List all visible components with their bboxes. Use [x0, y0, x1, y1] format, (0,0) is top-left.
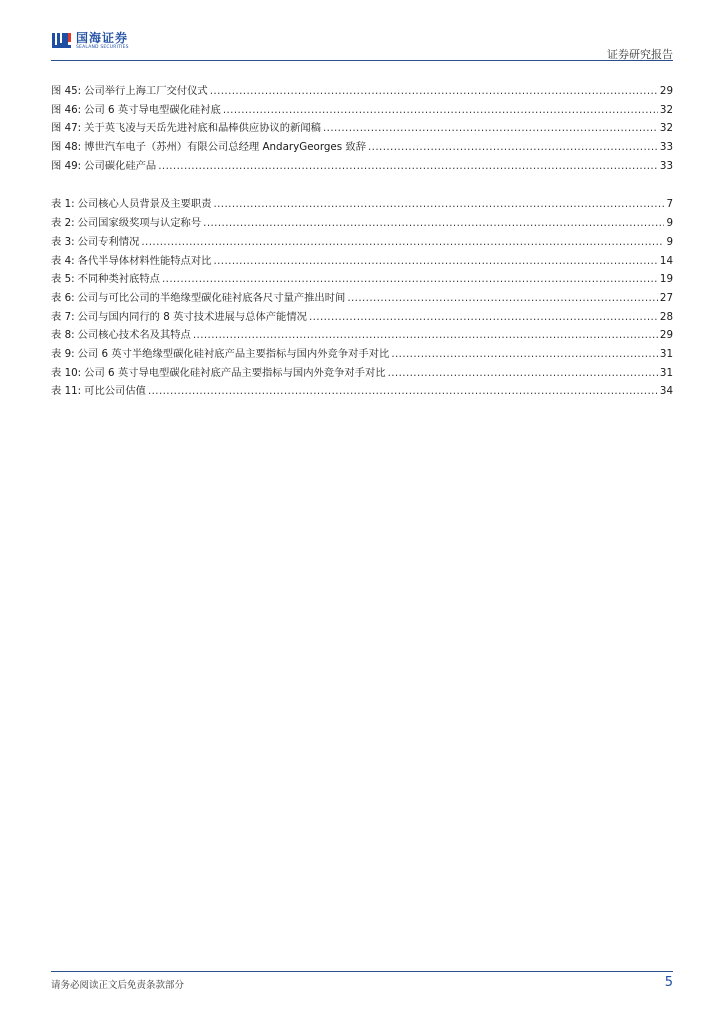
entry-page-number: 31: [659, 366, 673, 379]
figure-list: [51, 84, 673, 177]
figure-entry[interactable]: [51, 103, 673, 122]
entry-page-number: 34: [659, 385, 673, 398]
figure-entry[interactable]: [51, 140, 673, 159]
entry-label: 图 45:: [51, 85, 82, 97]
dot-leader: [193, 328, 658, 343]
entry-title: 公司专利情况: [77, 235, 140, 248]
entry-page-number: 29: [659, 329, 673, 342]
entry-label: 表 4:: [51, 254, 75, 267]
entry-title: 可比公司估值: [84, 385, 146, 398]
entry-page-number: 9: [666, 217, 673, 230]
entry-page-number: 33: [659, 159, 673, 172]
entry-page-number: 19: [659, 273, 673, 286]
entry-label: 表 5:: [51, 273, 75, 286]
dot-leader: [203, 216, 664, 231]
entry-label: 图 49:: [51, 159, 82, 172]
figure-entry[interactable]: [51, 121, 673, 140]
entry-page-number: 28: [659, 310, 673, 323]
entry-title: 公司核心技术名及其特点: [77, 329, 191, 342]
table-entry[interactable]: [51, 254, 673, 273]
dot-leader: [223, 103, 658, 118]
dot-leader: [323, 121, 658, 136]
entry-page-number: 7: [666, 198, 673, 211]
entry-title: 公司与国内同行的 8 英寸技术进展与总体产能情况: [77, 310, 307, 323]
entry-page-number: 32: [659, 103, 673, 116]
page-header: [51, 30, 673, 61]
entry-label: 表 1:: [51, 198, 75, 211]
entry-title: 公司 6 英寸导电型碳化硅衬底产品主要指标与国内外竞争对手对比: [84, 366, 386, 379]
dot-leader: [368, 140, 658, 155]
section-gap: [51, 177, 673, 197]
dot-leader: [309, 310, 658, 325]
entry-page-number: 27: [659, 291, 673, 304]
dot-leader: [347, 291, 658, 306]
page-number: 5: [664, 975, 673, 990]
table-entry[interactable]: [51, 347, 673, 366]
entry-page-number: 14: [659, 254, 673, 267]
table-list: [51, 197, 673, 403]
entry-label: 图 48:: [51, 141, 82, 154]
entry-label: 表 6:: [51, 291, 75, 304]
entry-title: 公司核心人员背景及主要职责: [77, 198, 212, 211]
logo-english-name: SEALAND SECURITIES: [76, 44, 129, 50]
dot-leader: [210, 84, 658, 99]
table-entry[interactable]: [51, 328, 673, 347]
table-entry[interactable]: [51, 272, 673, 291]
dot-leader: [162, 272, 658, 287]
entry-title: 公司碳化硅产品: [84, 159, 157, 172]
dot-leader: [141, 235, 664, 250]
dot-leader: [148, 384, 658, 399]
entry-label: 表 7:: [51, 310, 75, 323]
dot-leader: [213, 197, 664, 212]
entry-page-number: 33: [659, 141, 673, 154]
dot-leader: [213, 254, 657, 269]
table-entry[interactable]: [51, 310, 673, 329]
dot-leader: [158, 159, 658, 174]
entry-page-number: 9: [666, 235, 673, 248]
entry-title: 公司与可比公司的半绝缘型碳化硅衬底各尺寸量产推出时间: [77, 291, 346, 304]
company-logo: [51, 30, 129, 52]
entry-title: 公司 6 英寸半绝缘型碳化硅衬底产品主要指标与国内外竞争对手对比: [77, 347, 390, 360]
disclaimer-note: 请务必阅读正文后免责条款部分: [51, 980, 185, 991]
page-footer: [51, 971, 673, 991]
entry-label: 表 2:: [51, 217, 75, 230]
entry-title: 不同种类衬底特点: [77, 273, 160, 286]
table-entry[interactable]: [51, 384, 673, 403]
logo-chinese-name: 国海证券: [76, 30, 129, 45]
entry-page-number: 32: [659, 122, 673, 135]
entry-title: 各代半导体材料性能特点对比: [77, 254, 212, 267]
entry-title: 博世汽车电子（苏州）有限公司总经理 AndaryGeorges 致辞: [84, 141, 366, 154]
figure-entry[interactable]: [51, 159, 673, 178]
entry-label: 表 3:: [51, 235, 75, 248]
table-entry[interactable]: [51, 366, 673, 385]
table-entry[interactable]: [51, 216, 673, 235]
table-entry[interactable]: [51, 197, 673, 216]
dot-leader: [391, 347, 658, 362]
table-entry[interactable]: [51, 235, 673, 254]
entry-label: 表 10:: [51, 366, 82, 379]
dot-leader: [388, 366, 658, 381]
entry-label: 表 8:: [51, 329, 75, 342]
entry-title: 关于英飞凌与天岳先进衬底和晶棒供应协议的新闻稿: [84, 122, 321, 135]
table-of-contents: [51, 84, 673, 403]
table-entry[interactable]: [51, 291, 673, 310]
entry-label: 表 9:: [51, 347, 75, 360]
entry-title: 公司国家级奖项与认定称号: [77, 217, 202, 230]
entry-title: 公司举行上海工厂交付仪式: [84, 85, 208, 97]
sealand-logo-icon: [51, 31, 73, 51]
entry-label: 表 11:: [51, 385, 82, 398]
figure-entry[interactable]: [51, 84, 673, 103]
entry-title: 公司 6 英寸导电型碳化硅衬底: [84, 103, 221, 116]
entry-label: 图 47:: [51, 122, 82, 135]
entry-page-number: 31: [659, 347, 673, 360]
entry-label: 图 46:: [51, 103, 82, 116]
entry-page-number: 29: [659, 85, 673, 97]
report-type-label: 证券研究报告: [607, 48, 673, 61]
